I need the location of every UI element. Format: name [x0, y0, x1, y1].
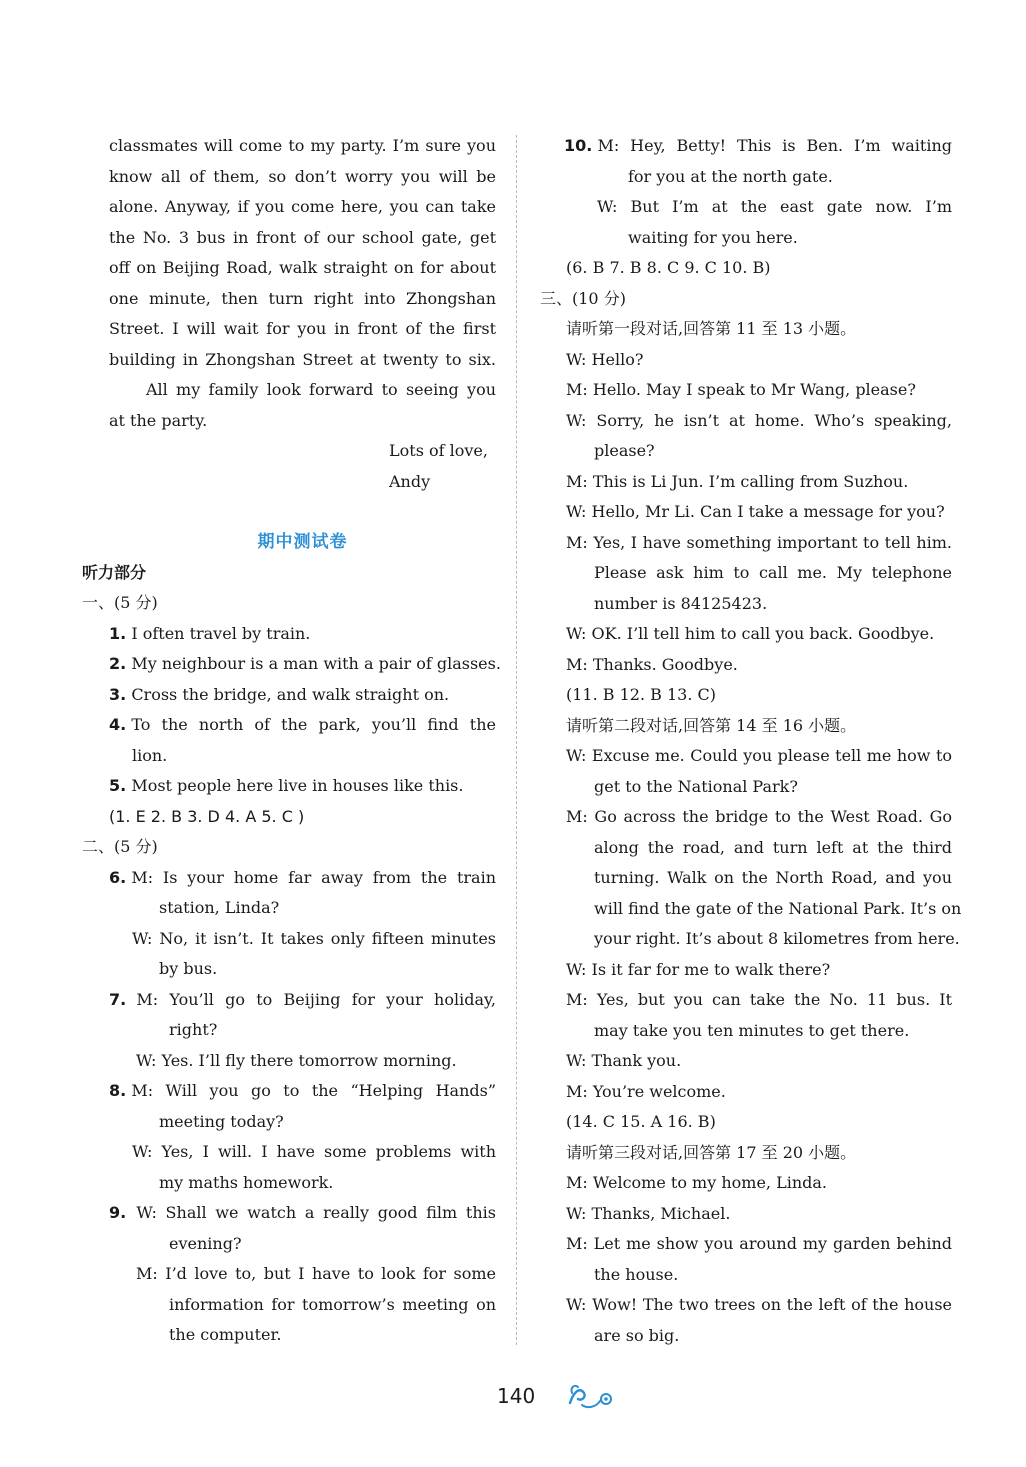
dialog-line: M: This is Li Jun. I’m calling from Suzhou. — [566, 471, 909, 491]
dialog-line: number is 84125423. — [594, 593, 768, 613]
dialog-line: along the road, and turn left at the third — [594, 837, 952, 857]
question-7 — [109, 985, 496, 1016]
dialog-line: W: But I’m at the east gate now. I’m — [597, 197, 952, 216]
question-text: I often travel by train. — [131, 623, 311, 643]
section-heading: 三、(10 分) — [540, 288, 626, 308]
question-10 — [540, 131, 952, 162]
dialog-line: M: Thanks. Goodbye. — [566, 654, 738, 674]
letter-line: know all of them, so don’t worry you will be — [109, 166, 496, 186]
question-4 — [109, 710, 496, 741]
dialog-line: are so big. — [594, 1325, 680, 1345]
section-heading: 二、(5 分) — [82, 837, 158, 856]
wave-ornament-icon — [566, 1381, 616, 1415]
letter-line: one minute, then turn right into Zhongshan — [109, 288, 496, 308]
dialog-line: waiting for you here. — [628, 227, 798, 247]
dialog-line: turning. Walk on the North Road, and you — [594, 868, 952, 887]
dialog-line: W: Sorry, he isn’t at home. Who’s speaking, — [566, 410, 952, 430]
letter-signature: Andy — [389, 471, 431, 491]
question-number: 4. — [109, 715, 127, 734]
dialog-line: W: Hello? — [566, 349, 644, 369]
answer-key: (6. B 7. B 8. C 9. C 10. B) — [566, 258, 771, 277]
dialog-line: W: Is it far for me to walk there? — [566, 959, 831, 979]
dialog-line: W: Thank you. — [566, 1051, 682, 1070]
dialog-line: M: Is your home far away from the train — [131, 867, 496, 887]
dialog-line: will find the gate of the National Park. It’s on — [594, 898, 962, 918]
section-heading: 一、(5 分) — [82, 593, 158, 612]
page-number: 140 — [497, 1384, 536, 1408]
question-3 — [109, 680, 496, 711]
question-2 — [109, 649, 501, 680]
dialog-line: my maths homework. — [159, 1172, 334, 1192]
dialog-intro: 请听第二段对话,回答第 14 至 16 小题。 — [566, 715, 857, 735]
question-text: Most people here live in houses like this. — [131, 776, 464, 795]
question-number: 5. — [109, 776, 127, 795]
letter-closing: Lots of love, — [389, 441, 488, 460]
part-title: 听力部分 — [82, 562, 147, 582]
dialog-line: W: Excuse me. Could you please tell me how to — [566, 746, 952, 765]
letter-line: at the party. — [109, 410, 208, 430]
question-8 — [109, 1076, 496, 1107]
answer-key: (1. E 2. B 3. D 4. A 5. C ) — [109, 806, 305, 826]
question-number: 9. — [109, 1203, 127, 1222]
dialog-line: M: Go across the bridge to the West Road. Go — [566, 807, 952, 826]
dialog-line: M: Yes, I have something important to tell him. — [566, 532, 952, 552]
dialog-line: W: Hello, Mr Li. Can I take a message for you? — [566, 502, 945, 521]
question-number: 7. — [109, 989, 127, 1009]
letter-line: Street. I will wait for you in front of the first — [109, 319, 496, 338]
dialog-line: your right. It’s about 8 kilometres from here. — [594, 929, 960, 948]
question-text: lion. — [132, 745, 168, 765]
dialog-line: W: Wow! The two trees on the left of the house — [566, 1295, 952, 1314]
dialog-line: M: Will you go to the “Helping Hands” — [131, 1081, 496, 1100]
dialog-line: station, Linda? — [159, 898, 280, 917]
question-number: 10. — [564, 136, 593, 155]
dialog-intro: 请听第三段对话,回答第 17 至 20 小题。 — [566, 1142, 857, 1162]
dialog-line: by bus. — [159, 959, 218, 978]
dialog-line: right? — [169, 1020, 218, 1039]
answer-key: (11. B 12. B 13. C) — [566, 685, 717, 704]
question-number: 3. — [109, 684, 127, 704]
dialog-line: M: Hello. May I speak to Mr Wang, please? — [566, 380, 916, 399]
dialog-line: W: Thanks, Michael. — [566, 1203, 731, 1223]
question-text: To the north of the park, you’ll find the — [131, 715, 496, 734]
right-column — [540, 131, 962, 1351]
question-9 — [109, 1198, 496, 1229]
dialog-line: the computer. — [169, 1325, 282, 1344]
section-title: 期中测试卷 — [257, 532, 348, 552]
letter-line: All my family look forward to seeing you — [146, 380, 496, 399]
dialog-line: may take you ten minutes to get there. — [594, 1020, 910, 1040]
answer-key: (14. C 15. A 16. B) — [566, 1112, 716, 1131]
dialog-line: meeting today? — [159, 1111, 284, 1131]
dialog-line: W: Yes. I’ll fly there tomorrow morning. — [136, 1050, 457, 1070]
question-number: 2. — [109, 654, 127, 673]
question-5 — [109, 771, 496, 802]
letter-line: off on Beijing Road, walk straight on for about — [109, 258, 496, 277]
column-divider — [516, 135, 517, 1345]
dialog-line: W: No, it isn’t. It takes only fifteen minutes — [132, 928, 496, 948]
dialog-line: M: Hey, Betty! This is Ben. I’m waiting — [597, 136, 952, 155]
dialog-line: evening? — [169, 1233, 242, 1253]
dialog-line: W: Yes, I will. I have some problems with — [132, 1142, 496, 1161]
question-number: 8. — [109, 1081, 127, 1100]
dialog-line: M: Yes, but you can take the No. 11 bus. It — [566, 990, 952, 1009]
dialog-line: W: OK. I’ll tell him to call you back. Goodbye. — [566, 624, 935, 643]
dialog-line: M: You’ll go to Beijing for your holiday, — [136, 989, 496, 1009]
dialog-line: information for tomorrow’s meeting on — [169, 1294, 496, 1314]
letter-line: classmates will come to my party. I’m sure you — [109, 136, 496, 155]
dialog-line: M: I’d love to, but I have to look for some — [136, 1264, 496, 1283]
dialog-intro: 请听第一段对话,回答第 11 至 13 小题。 — [566, 319, 857, 338]
dialog-line: M: Welcome to my home, Linda. — [566, 1173, 828, 1192]
dialog-line: please? — [594, 441, 655, 460]
dialog-line: Please ask him to call me. My telephone — [594, 563, 952, 582]
dialog-line: M: Let me show you around my garden behind — [566, 1234, 952, 1253]
question-text: My neighbour is a man with a pair of glasses. — [131, 654, 501, 673]
dialog-line: get to the National Park? — [594, 776, 798, 796]
question-text: Cross the bridge, and walk straight on. — [131, 684, 450, 704]
left-column — [82, 131, 501, 1351]
question-6 — [109, 863, 496, 894]
dialog-line: for you at the north gate. — [628, 166, 833, 186]
letter-line: alone. Anyway, if you come here, you can take — [109, 197, 496, 216]
dialog-line: M: You’re welcome. — [566, 1081, 726, 1101]
question-1 — [109, 619, 496, 650]
letter-line: building in Zhongshan Street at twenty to six. — [109, 349, 496, 369]
question-number: 1. — [109, 623, 127, 643]
dialog-line: W: Shall we watch a really good film this — [136, 1203, 496, 1222]
dialog-line: the house. — [594, 1264, 679, 1284]
question-number: 6. — [109, 867, 127, 887]
letter-line: the No. 3 bus in front of our school gate, get — [109, 227, 496, 247]
